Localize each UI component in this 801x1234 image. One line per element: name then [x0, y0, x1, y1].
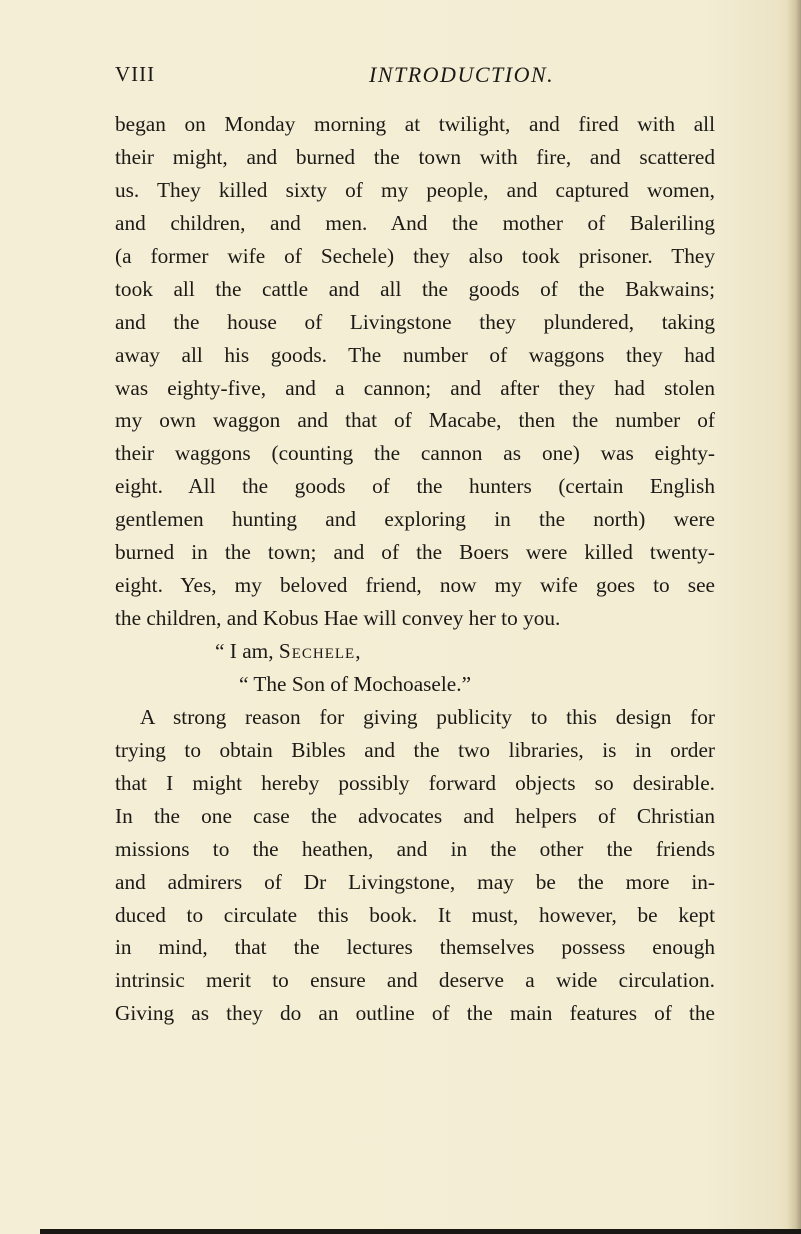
text-line: their waggons (counting the cannon as one) was eighty- — [115, 441, 715, 466]
text-line: burned in the town; and of the Boers were killed twenty- — [115, 540, 715, 565]
text-line: missions to the heathen, and in the other the friends — [115, 836, 715, 861]
text-line: away all his goods. The number of waggons they had — [115, 342, 715, 367]
text-line: that I might hereby possibly forward objects so desirable. — [115, 770, 715, 795]
text-line: and admirers of Dr Livingstone, may be the more in- — [115, 869, 715, 894]
page-number: VIII — [115, 62, 156, 86]
text-line: trying to obtain Bibles and the two libraries, is in order — [115, 737, 715, 762]
text-line: Giving as they do an outline of the main features of the — [115, 1001, 715, 1026]
signature-prefix: “ I am, — [215, 639, 279, 663]
text-line: duced to circulate this book. It must, however, be kept — [115, 902, 715, 927]
signature-line — [115, 635, 715, 668]
text-line: eight. Yes, my beloved friend, now my wife goes to see — [115, 573, 715, 598]
text-line: gentlemen hunting and exploring in the north) were — [115, 507, 715, 532]
page-edge-shadow — [787, 0, 801, 1234]
signature-line: “ The Son of Mochoasele.” — [239, 671, 472, 696]
signature-name: Sechele, — [278, 639, 362, 663]
text-line: was eighty-five, and a cannon; and after they had stolen — [115, 375, 715, 400]
text-line: eight. All the goods of the hunters (certain English — [115, 474, 715, 499]
text-line: the children, and Kobus Hae will convey her to you. — [115, 606, 561, 631]
text-line: (a former wife of Sechele) they also took prisoner. They — [115, 243, 715, 268]
text-line: and the house of Livingstone they plundered, taking — [115, 309, 715, 334]
text-line: intrinsic merit to ensure and deserve a wide circulation. — [115, 968, 715, 993]
text-line: began on Monday morning at twilight, and fired with all — [115, 112, 715, 136]
text-line: and children, and men. And the mother of Baleriling — [115, 210, 715, 235]
text-line: A strong reason for giving publicity to this design for — [140, 704, 715, 729]
running-head: INTRODUCTION. — [369, 62, 555, 87]
text-line: us. They killed sixty of my people, and captured women, — [115, 177, 715, 202]
page-bottom-border — [40, 1229, 801, 1234]
page-header — [115, 62, 715, 92]
text-line: In the one case the advocates and helpers of Christian — [115, 803, 715, 828]
text-line: took all the cattle and all the goods of the Bakwains; — [115, 276, 715, 301]
body-text — [115, 108, 715, 1030]
text-line: their might, and burned the town with fire, and scattered — [115, 144, 715, 169]
text-line: in mind, that the lectures themselves possess enough — [115, 935, 715, 960]
text-line: my own waggon and that of Macabe, then the number of — [115, 408, 715, 433]
